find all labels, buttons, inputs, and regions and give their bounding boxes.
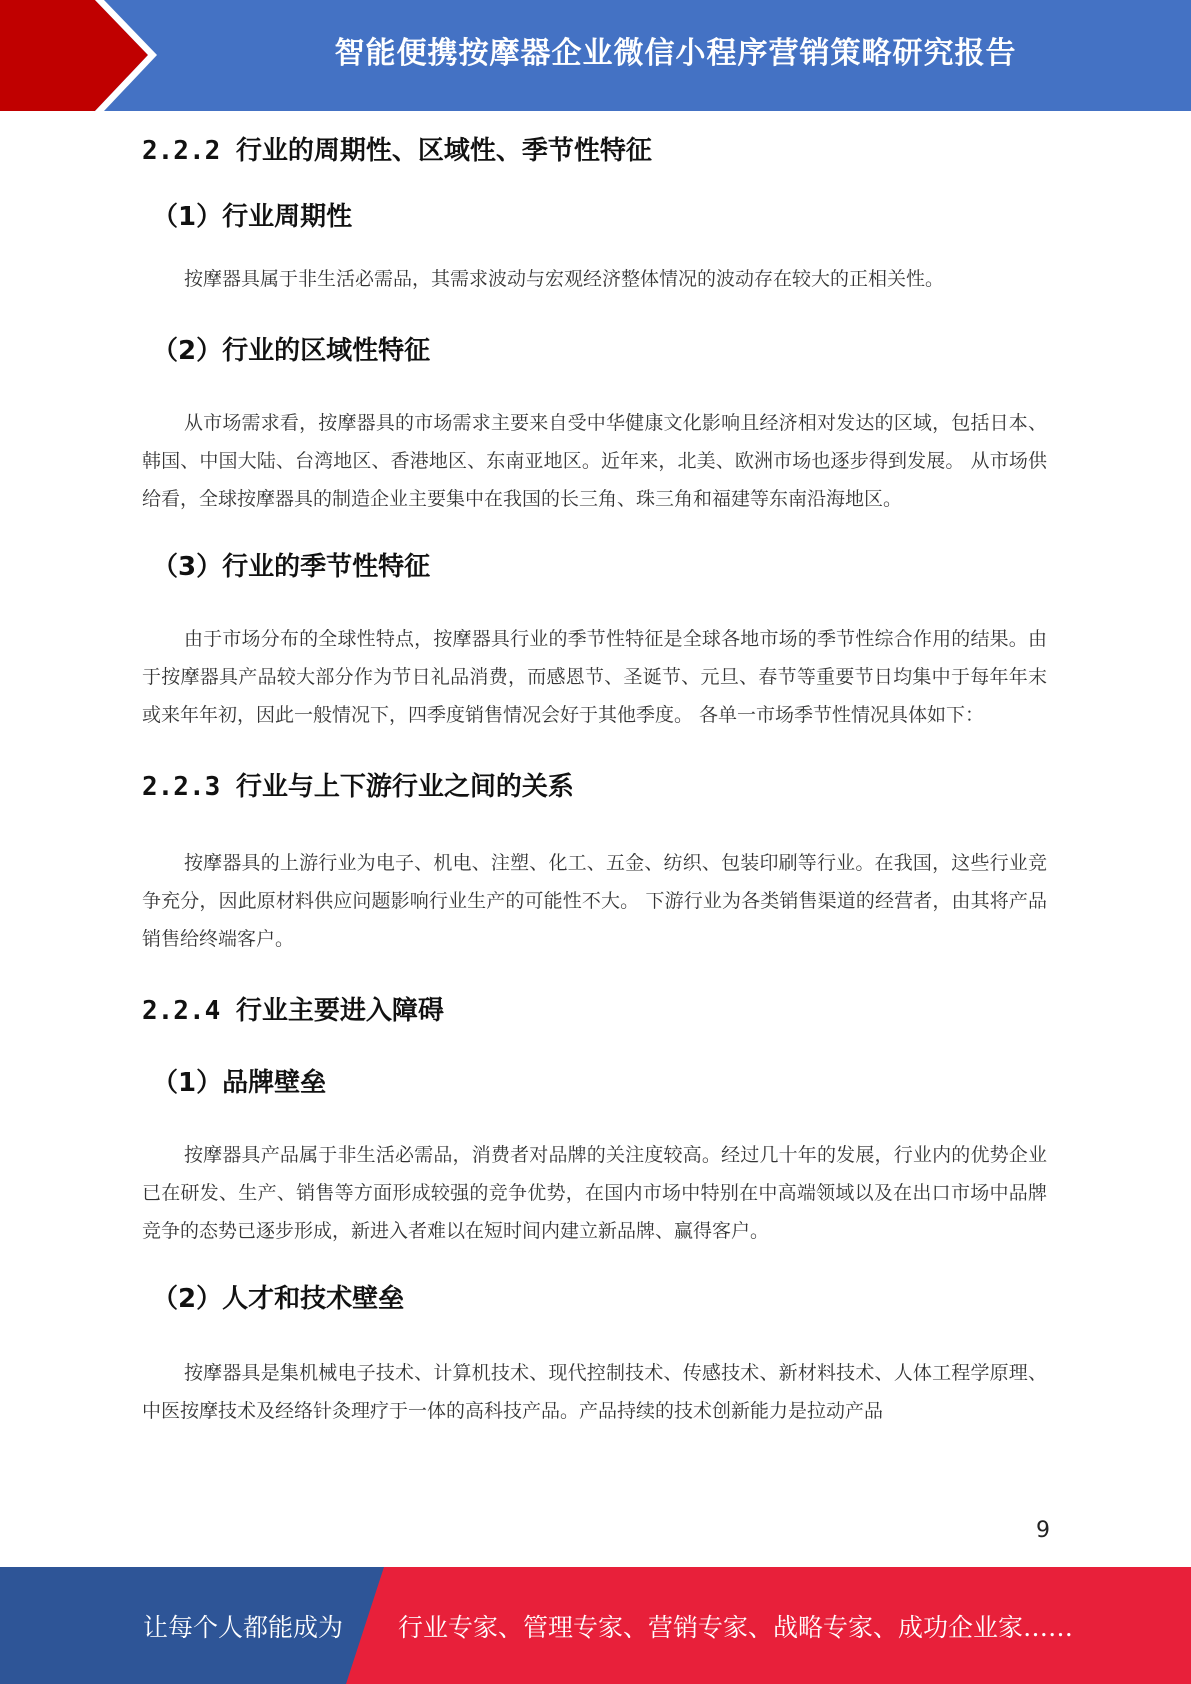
paragraph-talent-tech-barrier: 按摩器具是集机械电子技术、计算机技术、现代控制技术、传感技术、新材料技术、人体工程学原理、中医按摩技术及经络针灸理疗于一体的高科技产品。产品持续的技术创新能力是拉动产品: [142, 1362, 1047, 1422]
subheading-talent-tech-barrier: （2）人才和技术壁垒: [152, 1284, 405, 1314]
footer-slogan-right: 行业专家、管理专家、营销专家、战略专家、成功企业家……: [398, 1612, 1074, 1642]
paragraph-seasonality: 由于市场分布的全球性特点，按摩器具行业的季节性特征是全球各地市场的季节性综合作用的结果。由于按摩器具产品较大部分作为节日礼品消费，而感恩节、圣诞节、元旦、春节等重要节日均集中于每年年末或来年年初，因此一般情况下，四季度销售情况会好于其他季度。 各单一市场季节性情况具体如下：: [142, 628, 1047, 726]
subheading-cyclicality: （1）行业周期性: [152, 202, 353, 232]
subheading-regional: （2）行业的区域性特征: [152, 336, 431, 366]
section-heading-2-2-3: 2.2.3 行业与上下游行业之间的关系: [142, 772, 574, 802]
paragraph-regional: 从市场需求看，按摩器具的市场需求主要来自受中华健康文化影响且经济相对发达的区域，包括日本、韩国、中国大陆、台湾地区、香港地区、东南亚地区。近年来，北美、欧洲市场也逐步得到发展。 从市场供给看，全球按摩器具的制造企业主要集中在我国的长三角、珠三角和福建等东南沿海地区。: [142, 412, 1047, 510]
section-heading-2-2-2: 2.2.2 行业的周期性、区域性、季节性特征: [142, 136, 652, 166]
subheading-seasonality: （3）行业的季节性特征: [152, 552, 431, 582]
paragraph-brand-barrier: 按摩器具产品属于非生活必需品，消费者对品牌的关注度较高。经过几十年的发展，行业内的优势企业已在研发、生产、销售等方面形成较强的竞争优势，在国内市场中特别在中高端领域以及在出口市场中品牌竞争的态势已逐步形成，新进入者难以在短时间内建立新品牌、赢得客户。: [142, 1144, 1047, 1242]
paragraph-cyclicality: 按摩器具属于非生活必需品，其需求波动与宏观经济整体情况的波动存在较大的正相关性。: [184, 268, 945, 290]
header-arrow-decoration: [0, 0, 160, 111]
page-footer: [0, 1567, 1191, 1684]
subheading-brand-barrier: （1）品牌壁垒: [152, 1068, 327, 1098]
header-red-chevron: [0, 0, 148, 111]
report-title: 智能便携按摩器企业微信小程序营销策略研究报告: [334, 36, 1017, 71]
section-heading-2-2-4: 2.2.4 行业主要进入障碍: [142, 996, 444, 1026]
paragraph-upstream-downstream: 按摩器具的上游行业为电子、机电、注塑、化工、五金、纺织、包装印刷等行业。在我国，这些行业竞争充分，因此原材料供应问题影响行业生产的可能性不大。 下游行业为各类销售渠道的经营者，由其将产品销售给终端客户。: [142, 852, 1047, 950]
page-number: 9: [1036, 1518, 1050, 1543]
footer-slogan-left: 让每个人都能成为: [143, 1612, 344, 1642]
page-header: [0, 0, 1191, 111]
document-body: [142, 128, 1047, 1430]
